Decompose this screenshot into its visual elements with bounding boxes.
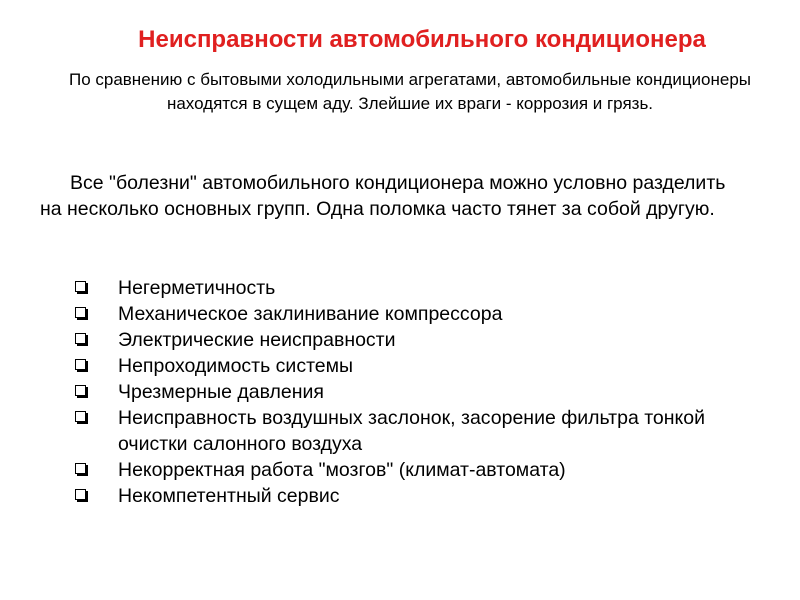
intro-paragraph: Все "болезни" автомобильного кондиционера можно условно разделить на несколько основных групп. Одна поломка часто тянет за собой другую. — [40, 172, 726, 220]
slide-title: Неисправности автомобильного кондиционера — [138, 26, 706, 53]
list-item — [74, 379, 774, 405]
list-item-label: Электрические неисправности — [118, 329, 396, 351]
checkbox-square-icon — [75, 281, 86, 292]
list-item-label: Непроходимость системы — [118, 355, 354, 377]
list-item-label: Механическое заклинивание компрессора — [118, 303, 503, 325]
checkbox-square-icon — [75, 307, 86, 318]
list-item-label: Некорректная работа "мозгов" (климат-автомата) — [118, 459, 566, 481]
list-item-label: Некомпетентный сервис — [118, 485, 340, 507]
list-item — [74, 327, 774, 353]
list-item — [74, 275, 774, 301]
checkbox-square-icon — [75, 411, 86, 422]
slide-subtitle: По сравнению с бытовыми холодильными агрегатами, автомобильные кондиционеры находятся в сущем аду. Злейшие их враги - коррозия и грязь. — [68, 70, 752, 113]
checkbox-square-icon — [75, 333, 86, 344]
list-item-label: Чрезмерные давления — [118, 381, 324, 403]
list-item — [74, 483, 774, 509]
list-item — [74, 405, 774, 457]
list-item — [74, 457, 774, 483]
checkbox-square-icon — [75, 359, 86, 370]
list-item-label: Негерметичность — [118, 277, 276, 299]
checkbox-square-icon — [75, 385, 86, 396]
checkbox-square-icon — [75, 489, 86, 500]
checkbox-square-icon — [75, 463, 86, 474]
list-item — [74, 301, 774, 327]
fault-list — [74, 275, 774, 509]
list-item — [74, 353, 774, 379]
list-item-label: Неисправность воздушных заслонок, засорение фильтра тонкой очистки салонного воздуха — [118, 407, 706, 455]
